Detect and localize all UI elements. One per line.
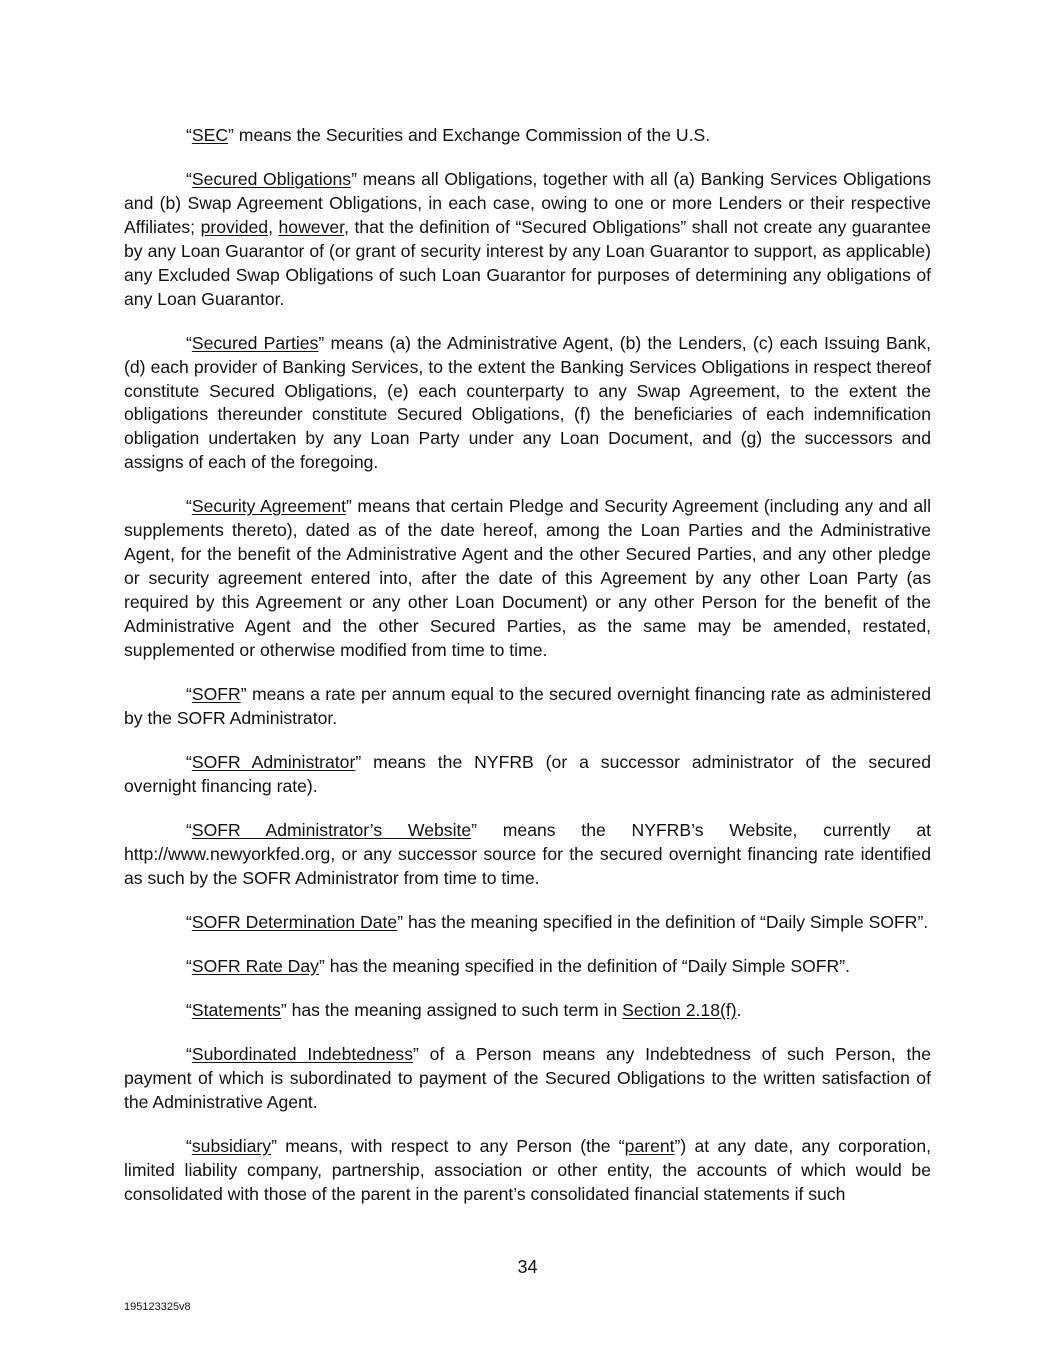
definition-sec: “SEC” means the Securities and Exchange Commission of the U.S. — [186, 125, 711, 145]
definition-secured-parties: “Secured Parties” means (a) the Administrative Agent, (b) the Lenders, (c) each Issuing Bank, (d) each provider of Banking Services, to the extent the Banking Services Obligations in respect thereof constitute Secured Obligations, (e) each counterparty to any Swap Agreement, to the extent the obligations thereunder constitute Secured Obligations, (f) the beneficiaries of each indemnification obligation undertaken by any Loan Party under any Loan Document, and (g) the successors and assigns of each of the foregoing. — [124, 332, 931, 473]
definition-security-agreement: “Security Agreement” means that certain Pledge and Security Agreement (including any and all supplements thereto), dated as of the date hereof, among the Loan Parties and the Administrative Agent, for the benefit of the Administrative Agent and the other Secured Parties, and any other pledge or security agreement entered into, after the date of this Agreement by any other Loan Party (as required by this Agreement or any other Loan Document) or any other Person for the benefit of the Administrative Agent and the other Secured Parties, as the same may be amended, restated, supplemented or otherwise modified from time to time. — [124, 496, 931, 660]
definition-text: . — [736, 999, 742, 1020]
defined-term: Security Agreement — [191, 496, 347, 517]
definition-sofr-determination-date: “SOFR Determination Date” has the meaning specified in the definition of “Daily Simple SOFR”. — [186, 911, 929, 932]
definition-sofr-administrators-website: “SOFR Administrator’s Website” means the NYFRB’s Website, currently at http://www.newyorkfed.org, or any successor source for the secured overnight financing rate identified as such by the SOFR Administrator from time to time. — [124, 819, 931, 888]
definition-text: , that the definition of “Secured Obligations” shall not create any guarantee by any Loan Guarantor of (or grant of security interest by any Loan Guarantor to support, as applicable) any Excluded Swap Obligations of such Loan Guarantor for purposes of determining any obligations of any Loan Guarantor. — [124, 216, 932, 309]
defined-term: subsidiary — [191, 1135, 272, 1156]
definition-text: has the meaning specified in the definition of “Daily Simple SOFR”. — [403, 911, 929, 932]
defined-term: SOFR Determination Date — [191, 911, 398, 932]
definition-text: means that certain Pledge and Security Agreement (including any and all supplements thereto), dated as of the date hereof, among the Loan Parties and the Administrative Agent, for the benefit of the Administrative Agent and the other Secured Parties, and any other pledge or security agreement entered into, after the date of this Agreement by any other Loan Party (as required by this Agreement or any other Loan Document) or any other Person for the benefit of the Administrative Agent and the other Secured Parties, as the same may be amended, restated, supplemented or otherwise modified from time to time. — [124, 496, 931, 660]
defined-term: SOFR Administrator’s Website — [191, 819, 472, 840]
section-reference: Section 2.18(f) — [622, 999, 737, 1020]
defined-term: SOFR Administrator — [191, 751, 356, 772]
definition-text: means the Securities and Exchange Commission of the U.S. — [233, 125, 711, 145]
definition-statements: “Statements” has the meaning assigned to such term in Section 2.18(f). — [186, 999, 742, 1020]
definition-secured-obligations: “Secured Obligations” means all Obligations, together with all (a) Banking Services Obligations and (b) Swap Agreement Obligations, in each case, owing to one or more Lenders or their respective Affiliates; provided, however, that the definition of “Secured Obligations” shall not create any guarantee by any Loan Guarantor of (or grant of security interest by any Loan Guarantor to support, as applicable) any Excluded Swap Obligations of such Loan Guarantor for purposes of determining any obligations of any Loan Guarantor. — [124, 169, 932, 309]
definition-text: means the NYFRB (or a successor administrator of the secured overnight financing rate). — [124, 751, 931, 796]
definition-subsidiary: “subsidiary” means, with respect to any Person (the “parent”) at any date, any corporation, limited liability company, partnership, association or other entity, the accounts of which would be consolidated with those of the parent in the parent’s consolidated financial statements if such — [124, 1135, 932, 1204]
definition-sofr: “SOFR” means a rate per annum equal to the secured overnight financing rate as administered by the SOFR Administrator. — [124, 683, 931, 728]
definition-sofr-administrator: “SOFR Administrator” means the NYFRB (or a successor administrator of the secured overnight financing rate). — [124, 751, 931, 796]
definition-text: means all Obligations, together with all (a) Banking Services Obligations and (b) Swap Agreement Obligations, in each case, owing to one or more Lenders or their respective Affiliates; — [124, 169, 931, 237]
defined-term: SEC — [191, 125, 229, 145]
defined-term: Secured Parties — [191, 332, 319, 353]
definition-text: has the meaning assigned to such term in — [286, 999, 623, 1020]
definitions-section — [124, 124, 931, 1227]
defined-term: Subordinated Indebtedness — [191, 1044, 413, 1065]
defined-term: SOFR Rate Day — [191, 955, 319, 976]
defined-term: SOFR — [191, 683, 241, 704]
defined-term-parent: parent — [624, 1135, 675, 1156]
definition-text: means a rate per annum equal to the secured overnight financing rate as administered by the SOFR Administrator. — [124, 683, 931, 728]
definition-text: means the NYFRB’s Website, currently at http://www.newyorkfed.org, or any successor source for the secured overnight financing rate identified as such by the SOFR Administrator from time to time. — [124, 819, 931, 888]
definition-text: ”) at any date, any corporation, limited liability company, partnership, association or other entity, the accounts of which would be consolidated with those of the parent in the parent’s consolidated financial statements if such — [124, 1135, 932, 1204]
document-id: 195123325v8 — [124, 1301, 191, 1313]
defined-term: Statements — [191, 999, 281, 1020]
page-number: 34 — [517, 1257, 538, 1277]
definition-subordinated-indebtedness: “Subordinated Indebtedness” of a Person means any Indebtedness of such Person, the payment of which is subordinated to payment of the Secured Obligations to the written satisfaction of the Administrative Agent. — [124, 1044, 931, 1112]
emphasis-provided: provided — [200, 216, 269, 237]
definition-text: means (a) the Administrative Agent, (b) the Lenders, (c) each Issuing Bank, (d) each provider of Banking Services, to the extent the Banking Services Obligations in respect thereof constitute Secured Obligations, (e) each counterparty to any Swap Agreement, to the extent the obligations thereunder constitute Secured Obligations, (f) the beneficiaries of each indemnification obligation undertaken by any Loan Party under any Loan Document, and (g) the successors and assigns of each of the foregoing. — [124, 332, 931, 473]
defined-term: Secured Obligations — [191, 169, 352, 190]
emphasis-however: however — [278, 216, 345, 237]
definition-text: has the meaning specified in the definition of “Daily Simple SOFR”. — [324, 955, 850, 976]
definition-sofr-rate-day: “SOFR Rate Day” has the meaning specified in the definition of “Daily Simple SOFR”. — [186, 955, 850, 976]
definition-text: , — [268, 216, 279, 237]
definition-text: means, with respect to any Person (the “ — [276, 1135, 625, 1156]
definition-text: of a Person means any Indebtedness of such Person, the payment of which is subordinated to payment of the Secured Obligations to the written satisfaction of the Administrative Agent. — [124, 1044, 931, 1112]
